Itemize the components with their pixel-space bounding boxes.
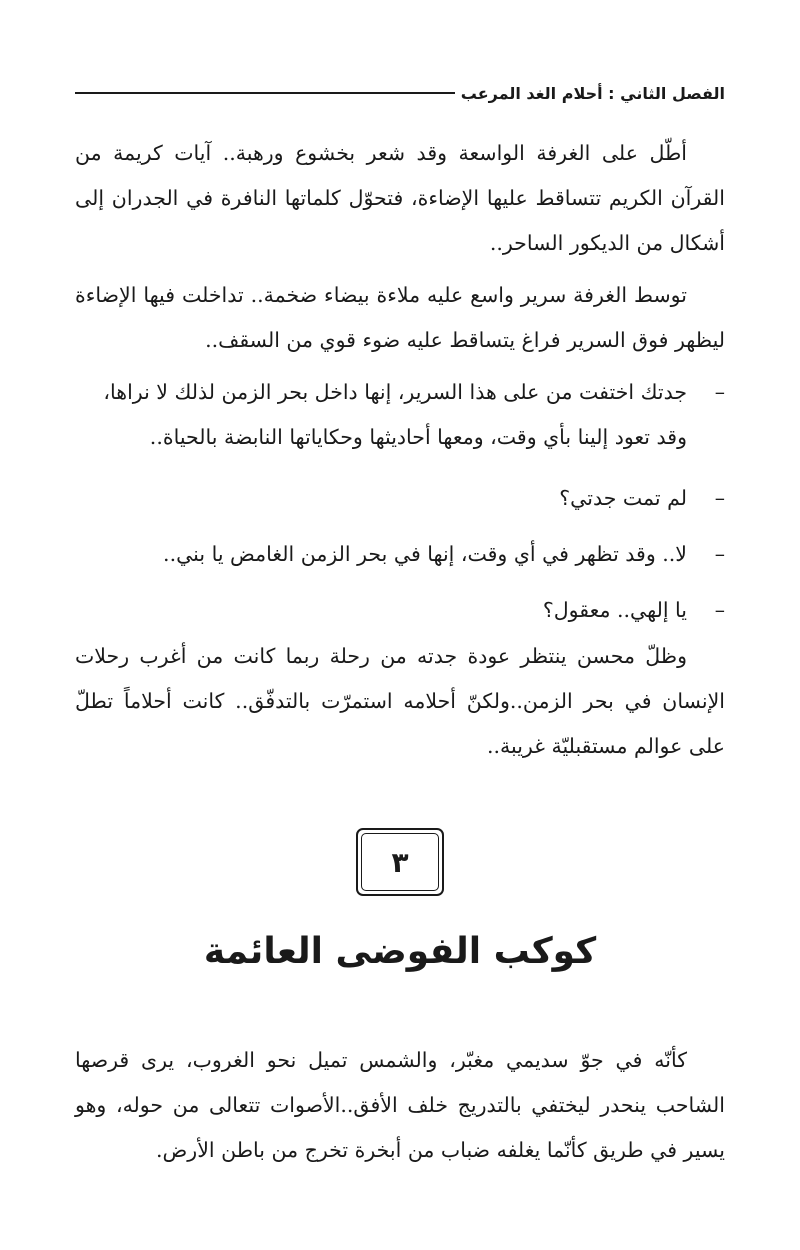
dialogue-dash: –	[714, 542, 725, 566]
chapter-number: ٣	[361, 833, 439, 891]
dialogue-line: – لا.. وقد تظهر في أي وقت، إنها في بحر الزمن الغامض يا بني..	[75, 532, 725, 577]
paragraph-text: وظلّ محسن ينتظر عودة جدته من رحلة ربما كانت من أغرب رحلات الإنسان في بحر الزمن..ولكنّ أحلامه استمرّت بالتدفّق.. كانت أحلاماً تطلّ على عوالم مستقبليّة غريبة..	[75, 644, 725, 758]
paragraph-chapter-opening	[75, 1038, 725, 1173]
running-header	[75, 78, 725, 108]
paragraph-mohsen-waits	[75, 634, 725, 769]
paragraph-text: توسط الغرفة سرير واسع عليه ملاءة بيضاء ضخمة.. تداخلت فيها الإضاءة ليظهر فوق السرير فراغ يتساقط عليه ضوء قوي من السقف..	[75, 283, 725, 352]
paragraph-text: كأنّه في جوّ سديمي مغبّر، والشمس تميل نحو الغروب، يرى قرصها الشاحب ينحدر ليختفي بالتدريج خلف الأفق..الأصوات تتعالى من حوله، وهو يسير في طريق كأنّما يغلفه ضباب من أبخرة تخرج من باطن الأرض.	[75, 1048, 725, 1162]
dialogue-dash: –	[714, 380, 725, 404]
dialogue-line: – لم تمت جدتي؟	[75, 476, 725, 521]
dialogue-dash: –	[714, 486, 725, 510]
paragraph-room-description	[75, 131, 725, 266]
chapter-number-frame	[356, 828, 444, 896]
running-title: الفصل الثاني : أحلام الغد المرعب	[460, 83, 725, 103]
chapter-title: كوكب الفوضى العائمة	[203, 931, 597, 972]
dialogue-line: – يا إلهي.. معقول؟	[75, 588, 725, 633]
paragraph-bed-description	[75, 273, 725, 363]
paragraph-text: أطّل على الغرفة الواسعة وقد شعر بخشوع ورهبة.. آيات كريمة من القرآن الكريم تتساقط عليها الإضاءة، فتحوّل كلماتها النافرة في الجدران إلى أشكال من الديكور الساحر..	[75, 141, 725, 255]
header-rule	[75, 92, 455, 94]
dialogue-dash: –	[714, 598, 725, 622]
dialogue-line: – جدتك اختفت من على هذا السرير، إنها داخل بحر الزمن لذلك لا نراها، وقد تعود إلينا بأي وقت، ومعها أحاديثها وحكاياتها النابضة بالحياة..	[75, 370, 725, 460]
dialogue-block	[75, 370, 725, 633]
